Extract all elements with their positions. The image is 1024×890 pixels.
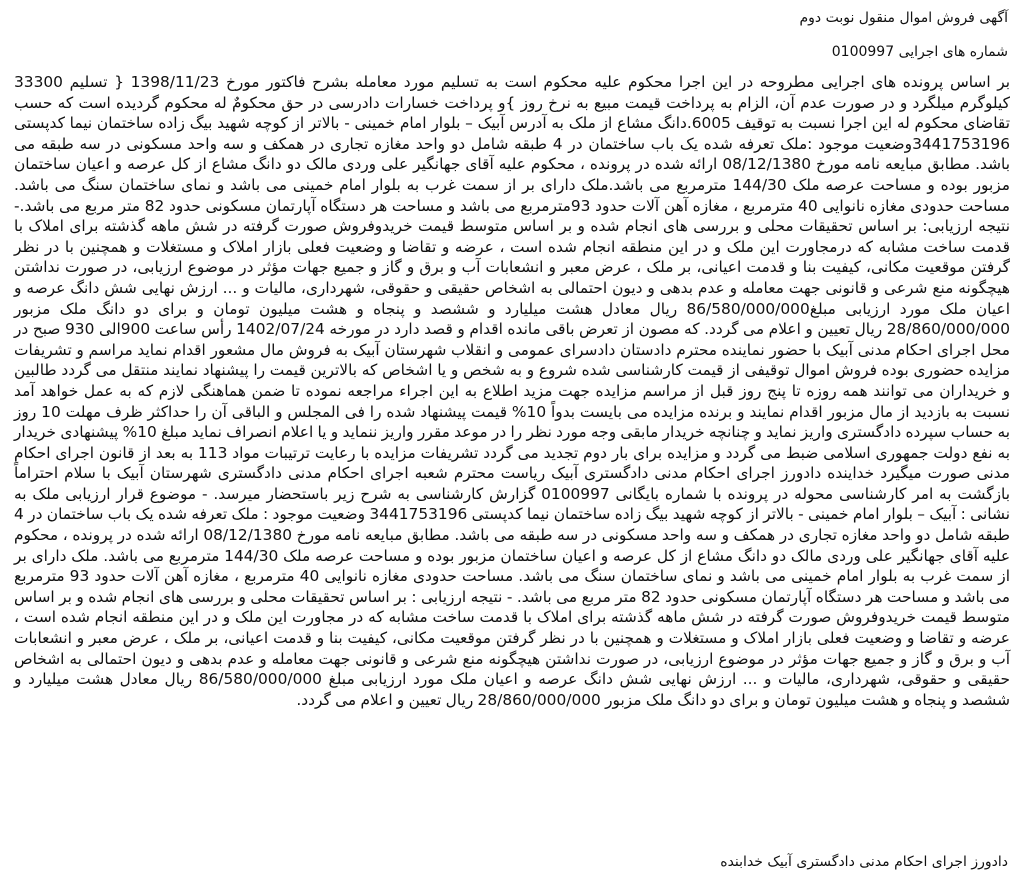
notice-body: بر اساس پرونده های اجرایی مطروحه در این اجرا محکوم علیه محکوم است به تسلیم مورد معامله بشرح فاکتور مورخ 1398/11/23 { تسلیم 33300 کیلوگرم میلگرد و در صورت عدم آن، الزام به پرداخت قیمت مبیع به نرخ روز }و پرداخت خسارات دادرسی در حق محکومٌ له محکوم گردیده است که حسب تقاضای محکوم له این اجرا نسبت به توقیف 6005.دانگ مشاع از ملک به آدرس آبیک – بلوار امام خمینی - بالاتر از کوچه شهید بیگ زاده ساختمان نیما کدپستی 3441753196وضعیت موجود :ملک تعرفه شده یک باب ساختمان در 4 طبقه شامل دو واحد مغازه تجاری در همکف و سه واحد مسکونی در سه طبقه می باشد. مطابق مبایعه نامه مورخ 08/12/1380 ارائه شده در پرونده ، محکوم علیه آقای جهانگیر علی وردی مالک دو دانگ مشاع از کل عرصه و اعیان ساختمان مزبور بوده و مساحت عرصه ملک 144/30 مترمربع می باشد.ملک دارای بر از سمت غرب به بلوار امام خمینی می باشد و نمای ساختمان سنگ می باشد. مساحت حدودی مغازه نانوایی 40 مترمربع ، مغازه آهن آلات حدود 93مترمربع می باشد و مساحت هر دستگاه آپارتمان مسکونی حدود 82 متر مربع می باشد.- نتیجه ارزیابی: بر اساس تحقیقات محلی و بررسی های انجام شده و بر اساس متوسط قیمت خریدوفروش صورت گرفته در شش ماهه گذشته برای املاک با قدمت ساخت مشابه که درمجاورت این ملک و در این منطقه انجام شده است ، عرضه و تقاضا و وضعیت فعلی بازار املاک و مستغلات و همچنین با در نظر گرفتن موقعیت مکانی، کیفیت بنا و قدمت اعیانی، بر ملک ، عرض معبر و انشعابات آب و برق و گاز و جمیع جهات مؤثر در موضوع ارزیابی، در صورت نداشتن هیچگونه منع شرعی و قانونی جهت معامله و عدم بدهی و دیون احتمالی به اشخاص حقیقی و حقوقی، شهرداری، مالیات و ... ارزش نهایی شش دانگ عرصه و اعیان ملک مورد ارزیابی مبلغ86/580/000/000 ریال معادل هشت میلیارد و ششصد و پنجاه و هشت میلیون تومان و برای دو دانگ ملک مزبور 28/860/000/000 ریال تعیین و اعلام می گردد. که مصون از تعرض باقی مانده اقدام و قصد دارد در مورخه 1402/07/24 رأس ساعت 900الی 930 صبح در محل اجرای احکام مدنی آبیک با حضور نماینده محترم دادستان دادسرای عمومی و انقلاب شهرستان آبیک به فروش مال مشعور اقدام نماید مراسم و تشریفات مزایده حضوری بوده فروش اموال توقیفی از قیمت کارشناسی شده شروع و به شخص و یا اشخاص که بالاترین قیمت را پیشنهاد نمایند منتقل می گردد طالبین و خریداران می توانند همه روزه تا پنج روز قبل از مراسم مزایده جهت مزید اطلاع به این اجراء مراجعه نموده تا ضمن هماهنگی لازم که به عمل خواهد آمد نسبت به بازدید از مال مزبور اقدام نمایند و برنده مزایده می بایست بدواً 10% قیمت پیشنهاد شده را فی المجلس و الباقی آن را حداکثر ظرف مهلت 10 روز به حساب سپرده دادگستری واریز نماید و چنانچه خریدار مابقی وجه مورد نظر را در موعد مقرر واریز ننماید و یا اعلام انصراف نماید مبلغ 10% پیشنهادی خریدار به نفع دولت جمهوری اسلامی ضبط می گردد و مزایده برای بار دوم تجدید می گردد تشریفات مزایده با رعایت ترتیبات مواد 113 به بعد از قانون اجرای احکام مدنی صورت میگیرد خداینده دادورز اجرای احکام مدنی دادگستری آبیک ریاست محترم شعبه اجرای احکام مدنی دادگستری شهرستان آبیک با سلام احتراماً بازگشت به امر کارشناسی محوله در پرونده با شماره بایگانی 0100997 گزارش کارشناسی به شرح زیر باستحضار میرسد. - موضوع قرار ارزیابی ملک به نشانی : آبیک – بلوار امام خمینی - بالاتر از کوچه شهید بیگ زاده ساختمان نیما کدپستی 3441753196 وضعیت موجود : ملک تعرفه شده یک باب ساختمان در 4 طبقه شامل دو واحد مغازه تجاری در همکف و سه واحد مسکونی در سه طبقه می باشد. مطابق مبایعه نامه مورخ 08/12/1380 ارائه شده در پرونده ، محکوم علیه آقای جهانگیر علی وردی مالک دو دانگ مشاع از کل عرصه و اعیان ساختمان مزبور بوده و مساحت عرصه ملک 144/30 مترمربع می باشد. ملک دارای بر از سمت غرب به بلوار امام خمینی می باشد و نمای ساختمان سنگ می باشد. مساحت حدودی مغازه نانوایی 40 مترمربع ، مغازه آهن آلات حدود 93 مترمربع می باشد و مساحت هر دستگاه آپارتمان مسکونی حدود 82 متر مربع می باشد. - نتیجه ارزیابی : بر اساس تحقیقات محلی و بررسی های انجام شده و بر اساس متوسط قیمت خریدوفروش صورت گرفته در شش ماهه گذشته برای املاک با قدمت ساخت مشابه که در مجاورت این ملک و در این منطقه انجام شده است ، عرضه و تقاضا و وضعیت فعلی بازار املاک و مستغلات و همچنین با در نظر گرفتن موقعیت مکانی، کیفیت بنا و قدمت اعیانی، بر ملک ، عرض معبر و انشعابات آب و برق و گاز و جمیع جهات مؤثر در موضوع ارزیابی، در صورت نداشتن هیچگونه منع شرعی و قانونی جهت معامله و عدم بدهی و دیون احتمالی به اشخاص حقیقی و حقوقی، شهرداری، مالیات و ... ارزش نهایی شش دانگ عرصه و اعیان ملک مورد ارزیابی مبلغ 86/580/000/000 ریال معادل هشت میلیارد و ششصد و پنجاه و هشت میلیون تومان و برای دو دانگ ملک مزبور 28/860/000/000 ریال تعیین و اعلام می گردد. — [13, 73, 1011, 709]
notice-title: آگهی فروش اموال منقول نوبت دوم — [799, 10, 1008, 26]
execution-number: شماره های اجرایی 0100997 — [831, 44, 1008, 60]
signature-line: دادورز اجرای احکام مدنی دادگستری آبیک خدابنده — [720, 854, 1008, 870]
